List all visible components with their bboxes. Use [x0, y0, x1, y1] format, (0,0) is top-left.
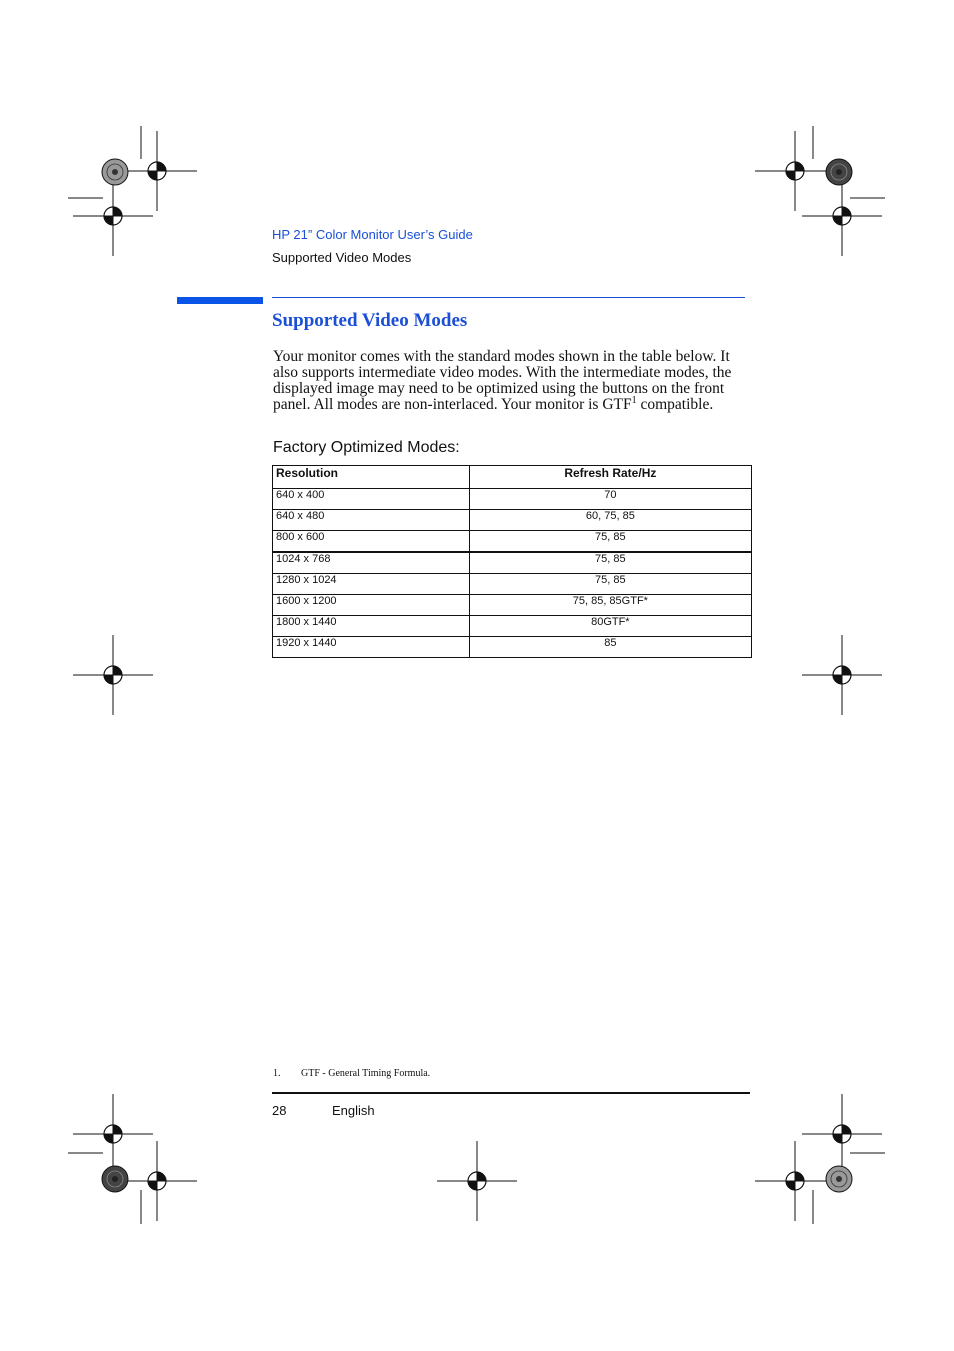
- resolution-cell: 1800 x 1440: [273, 616, 470, 637]
- footnote-number: 1.: [273, 1068, 281, 1079]
- footnote: [273, 1068, 430, 1079]
- registration-mark-icon: [802, 635, 882, 715]
- table-row: [273, 595, 752, 616]
- registration-mark-icon: [802, 176, 882, 256]
- refresh-rate-cell: 85: [469, 637, 751, 658]
- column-header-resolution: Resolution: [273, 466, 470, 489]
- refresh-rate-cell: 80GTF*: [469, 616, 751, 637]
- refresh-rate-cell: 75, 85: [469, 531, 751, 553]
- intro-paragraph-end: compatible.: [636, 396, 714, 413]
- section-accent-bar: [177, 297, 263, 304]
- registration-mark-icon: [73, 176, 153, 256]
- color-wheel-icon: [826, 1166, 852, 1192]
- color-wheel-icon: [826, 159, 852, 185]
- footnote-reference[interactable]: 1: [631, 394, 637, 406]
- table-row: [273, 574, 752, 595]
- resolution-cell: 800 x 600: [273, 531, 470, 553]
- running-header-title: HP 21” Color Monitor User’s Guide: [272, 227, 473, 242]
- resolution-cell: 1024 x 768: [273, 552, 470, 574]
- footer-rule: [272, 1092, 750, 1094]
- registration-mark-icon: [73, 635, 153, 715]
- table-row: [273, 510, 752, 531]
- video-modes-table: [272, 465, 752, 658]
- intro-paragraph-text: Your monitor comes with the standard modes shown in the table below. It also supports intermediate video modes. With the intermediate modes, the displayed image may need to be optimized using the buttons on the front panel. All modes are non-interlaced. Your monitor is GTF: [273, 348, 732, 413]
- resolution-cell: 1280 x 1024: [273, 574, 470, 595]
- running-header-section: Supported Video Modes: [272, 250, 412, 265]
- registration-mark-icon: [73, 1094, 153, 1174]
- table-row: [273, 616, 752, 637]
- registration-mark-icon: [117, 1141, 197, 1221]
- column-header-refresh-rate: Refresh Rate/Hz: [469, 466, 751, 489]
- table-heading: Factory Optimized Modes:: [273, 439, 460, 456]
- refresh-rate-cell: 60, 75, 85: [469, 510, 751, 531]
- refresh-rate-cell: 75, 85: [469, 574, 751, 595]
- registration-mark-icon: [437, 1141, 517, 1221]
- refresh-rate-cell: 75, 85: [469, 552, 751, 574]
- footer-language: English: [332, 1103, 375, 1118]
- table-row: [273, 489, 752, 510]
- registration-mark-icon: [755, 1141, 835, 1221]
- resolution-cell: 640 x 400: [273, 489, 470, 510]
- page-number: 28: [272, 1103, 287, 1118]
- refresh-rate-cell: 70: [469, 489, 751, 510]
- table-row: [273, 552, 752, 574]
- table-row: [273, 531, 752, 553]
- footnote-text: GTF - General Timing Formula.: [301, 1068, 431, 1079]
- table-header-row: [273, 466, 752, 489]
- registration-mark-icon: [755, 131, 835, 211]
- registration-mark-icon: [802, 1094, 882, 1174]
- intro-paragraph: [273, 349, 753, 413]
- registration-mark-icon: [117, 131, 197, 211]
- color-wheel-icon: [102, 1166, 128, 1192]
- resolution-cell: 1920 x 1440: [273, 637, 470, 658]
- table-row: [273, 637, 752, 658]
- color-wheel-icon: [102, 159, 128, 185]
- resolution-cell: 1600 x 1200: [273, 595, 470, 616]
- page-title: Supported Video Modes: [272, 310, 468, 331]
- resolution-cell: 640 x 480: [273, 510, 470, 531]
- refresh-rate-cell: 75, 85, 85GTF*: [469, 595, 751, 616]
- section-rule: [272, 297, 745, 298]
